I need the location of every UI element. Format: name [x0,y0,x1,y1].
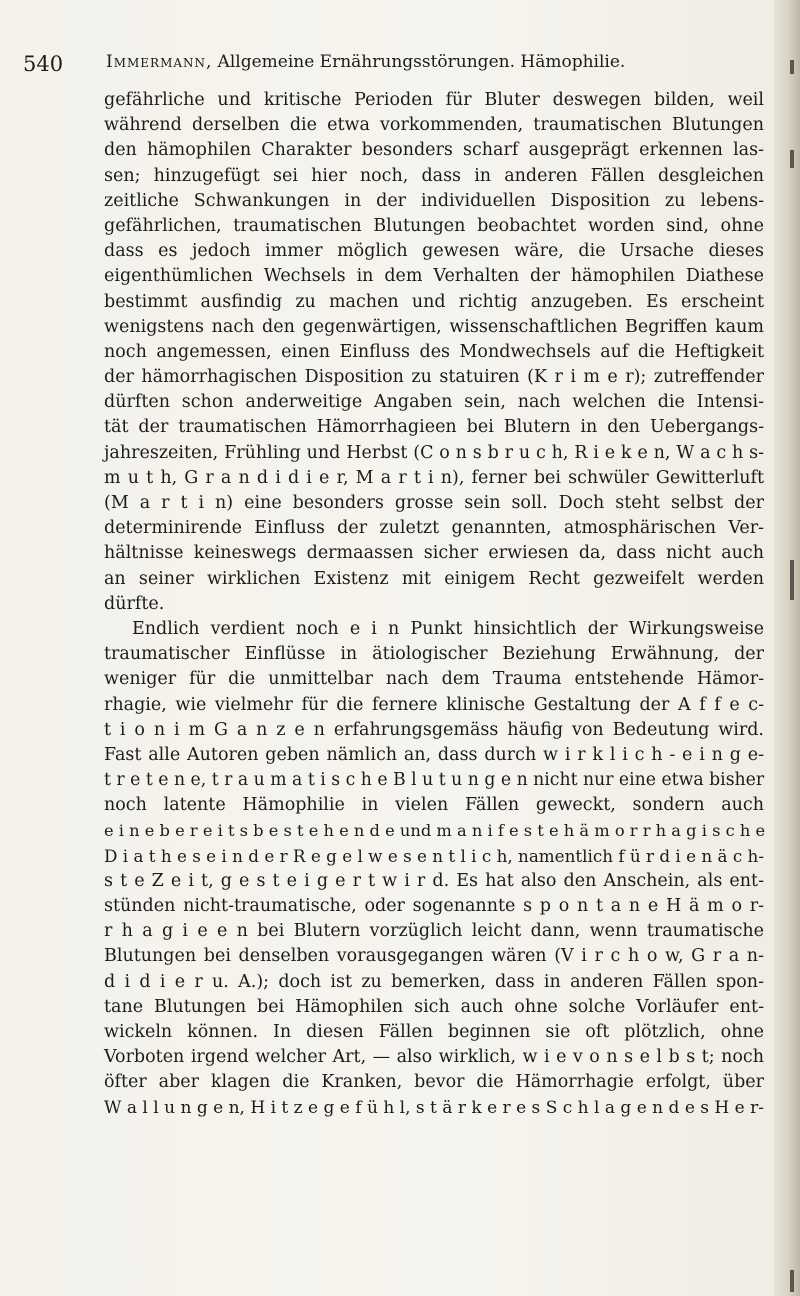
page-number: 540 [23,52,64,76]
text-line: gefährliche und kritische Perioden für Bluter deswegen bilden, weil [104,90,764,110]
text-line: noch latente Hämophilie in vielen Fällen geweckt, sondern auch [104,795,764,816]
text-line: noch angemessen, einen Einfluss des Mondwechsels auf die Heftigkeit [104,341,764,362]
text-line: bestimmt ausfindig zu machen und richtig anzugeben. Es erscheint [104,291,764,312]
running-header [23,52,756,78]
text-line: D i a t h e s e i n d e r R e g e l w e s e n t l i c h, namentlich f ü r d i e n ä c h- [104,845,764,866]
text-line: tane Blutungen bei Hämophilen sich auch ohne solche Vorläufer ent- [104,996,764,1017]
text-line: an seiner wirklichen Existenz mit einigem Recht gezweifelt werden [104,568,764,589]
text-line: öfter aber klagen die Kranken, bevor die Hämorrhagie erfolgt, über [104,1072,764,1093]
text-line: rhagie, wie vielmehr für die fernere klinische Gestaltung der A f f e c- [104,694,764,715]
text-line: Vorboten irgend welcher Art, — also wirklich, w i e v o n s e l b s t; noch [104,1047,764,1068]
edge-mark [790,560,794,600]
text-line: dass es jedoch immer möglich gewesen wäre, die Ursache dieses [104,241,764,262]
header-author: Immermann, [106,52,213,72]
edge-mark [790,60,794,74]
text-line: e i n e b e r e i t s b e s t e h e n d e und m a n i f e s t e h ä m o r r h a g i s c h e [104,821,766,841]
text-line: dürften schon anderweitige Angaben sein, nach welchen die Intensi- [104,392,764,413]
text-line: s t e Z e i t, g e s t e i g e r t w i r d. Es hat also den Anschein, als ent- [104,870,764,891]
text-line: den hämophilen Charakter besonders scharf ausgeprägt erkennen las- [104,140,764,161]
text-line: determinirende Einfluss der zuletzt genannten, atmosphärischen Ver- [104,518,764,539]
text-line: Endlich verdient noch e i n Punkt hinsichtlich der Wirkungsweise [132,618,764,639]
text-line: d i d i e r u. A.); doch ist zu bemerken, dass in anderen Fällen spon- [104,971,764,992]
header-title: Allgemeine Ernährungsstörungen. Hämophilie. [217,52,626,72]
text-line: t i o n i m G a n z e n erfahrungsgemäss häufig von Bedeutung wird. [104,719,764,740]
text-line: stünden nicht-traumatische, oder sogenannte s p o n t a n e H ä m o r- [104,896,764,916]
text-line: jahreszeiten, Frühling und Herbst (C o n s b r u c h, R i e k e n, W a c h s- [104,442,764,463]
text-line: weniger für die unmittelbar nach dem Trauma entstehende Hämor- [104,669,764,690]
text-line: sen; hinzugefügt sei hier noch, dass in anderen Fällen desgleichen [104,165,764,186]
text-line: wenigstens nach den gegenwärtigen, wissenschaftlichen Begriffen kaum [104,316,764,337]
text-line: dürfte. [104,593,165,614]
text-line: Blutungen bei denselben vorausgegangen wären (V i r c h o w, G r a n- [104,946,764,967]
text-line: eigenthümlichen Wechsels in dem Verhalten der hämophilen Diathese [104,266,764,287]
text-line: hältnisse keineswegs dermaassen sicher erwiesen da, dass nicht auch [104,543,764,564]
body-text [104,88,764,1121]
edge-mark [790,1270,794,1292]
text-line: wickeln können. In diesen Fällen beginnen sie oft plötzlich, ohne [104,1021,764,1042]
text-line: W a l l u n g e n, H i t z e g e f ü h l, s t ä r k e r e s S c h l a g e n d e s H e r- [104,1097,764,1118]
text-line: (M a r t i n) eine besonders grosse sein soll. Doch steht selbst der [104,493,764,513]
text-line: traumatischer Einflüsse in ätiologischer Beziehung Erwähnung, der [104,644,764,665]
text-line: m u t h, G r a n d i d i e r, M a r t i n), ferner bei schwüler Gewitterluft [104,467,764,488]
edge-mark [790,150,794,168]
page-edge [774,0,800,1296]
text-line: t r e t e n e, t r a u m a t i s c h e B l u t u n g e n nicht nur eine etwa bisher [104,770,765,791]
text-line: zeitliche Schwankungen in der individuellen Disposition zu lebens- [104,190,764,211]
text-line: während derselben die etwa vorkommenden, traumatischen Blutungen [104,115,764,136]
text-line: der hämorrhagischen Disposition zu statuiren (K r i m e r); zutreffender [104,367,764,388]
text-line: r h a g i e e n bei Blutern vorzüglich leicht dann, wenn traumatische [104,921,764,942]
text-line: gefährlichen, traumatischen Blutungen beobachtet worden sind, ohne [104,215,764,236]
text-line: Fast alle Autoren geben nämlich an, dass durch w i r k l i c h - e i n g e- [104,744,764,765]
text-line: tät der traumatischen Hämorrhagieen bei Blutern in den Uebergangs- [104,417,764,438]
